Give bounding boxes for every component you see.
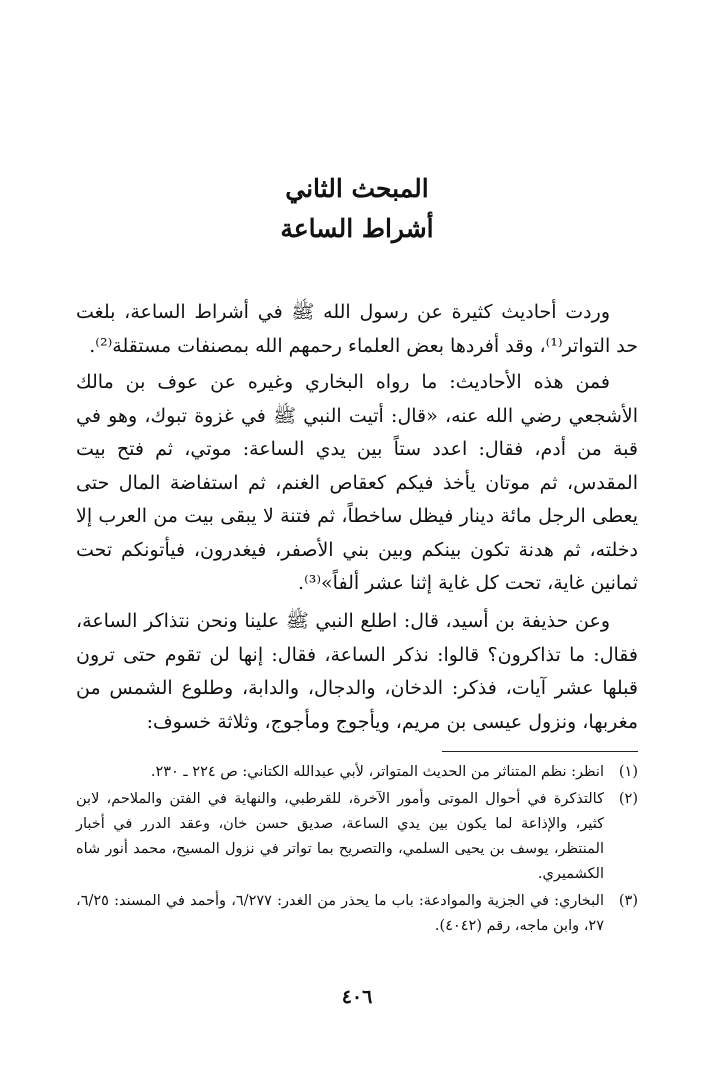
footnote-text: انظر: نظم المتناثر من الحديث المتواتر، لأبي عبدالله الكتاني: ص ٢٢٤ ـ ٢٣٠. [150, 764, 604, 780]
paragraph-text: وعن حذيفة بن أسيد، قال: اطلع النبي ﷺ علينا ونحن نتذاكر الساعة، فقال: ما تذاكرون؟ قالوا: نذكر الساعة، فقال: إنها لن تقوم حتى ترون قبلها عشر آيات، فذكر: الدخان، والدجال، والدابة، وطلوع الشمس من مغربها، ونزول عيسى بن مريم، ويأجوج ومأجوج، وثلاثة خسوف: [76, 610, 638, 733]
section-subtitle: أشراط الساعة [280, 214, 434, 243]
footnote-number: (١) [618, 764, 638, 780]
footnote-text: البخاري: في الجزية والموادعة: باب ما يحذر من الغدر: ٦/٢٧٧، وأحمد في المسند: ٦/٢٥، ٢٧، وابن ماجه، رقم (٤٠٤٢). [76, 893, 604, 934]
footnote-text: كالتذكرة في أحوال الموتى وأمور الآخرة، للقرطبي، والنهاية في الفتن والملاحم، لابن كثير، والإذاعة لما يكون بين يدي الساعة، صديق حسن خان، وعقد الدرر في أخبار المنتظر، يوسف بن يحيى السلمي، والتصريح بما تواتر في نزول المسيح، محمد أنور شاه الكشميري. [76, 791, 604, 882]
footnote [76, 787, 638, 887]
paragraph-text: وردت أحاديث كثيرة عن رسول الله ﷺ في أشراط الساعة، بلغت حد التواتر⁽¹⁾، وقد أفردها بعض العلماء رحمهم الله بمصنفات مستقلة⁽²⁾. [76, 301, 638, 357]
body-paragraph [76, 366, 638, 601]
body-paragraph [76, 605, 638, 739]
body-paragraph [76, 296, 638, 363]
footnote-divider [442, 751, 638, 752]
paragraph-text: فمن هذه الأحاديث: ما رواه البخاري وغيره عن عوف بن مالك الأشجعي رضي الله عنه، «قال: أتيت النبي ﷺ في غزوة تبوك، وهو في قبة من أدم، فقال: اعدد ستاً بين يدي الساعة: موتي، ثم فتح بيت المقدس، ثم موتان يأخذ فيكم كعقاص الغنم، ثم استفاضة المال حتى يعطى الرجل مائة دينار فيظل ساخطاً، ثم فتنة لا يبقى بيت من العرب إلا دخلته، ثم هدنة تكون بينكم وبين بني الأصفر، فيغدرون، فيأتونكم تحت ثمانين غاية، تحت كل غاية إثنا عشر ألفاً»⁽³⁾. [76, 371, 638, 594]
footnotes [76, 760, 638, 941]
footnote-number: (٢) [618, 791, 638, 807]
footnote [76, 889, 638, 939]
footnote [76, 760, 638, 785]
section-title: المبحث الثاني [285, 174, 429, 203]
page-number: ٤٠٦ [341, 986, 373, 1008]
footnote-number: (٣) [618, 893, 638, 909]
